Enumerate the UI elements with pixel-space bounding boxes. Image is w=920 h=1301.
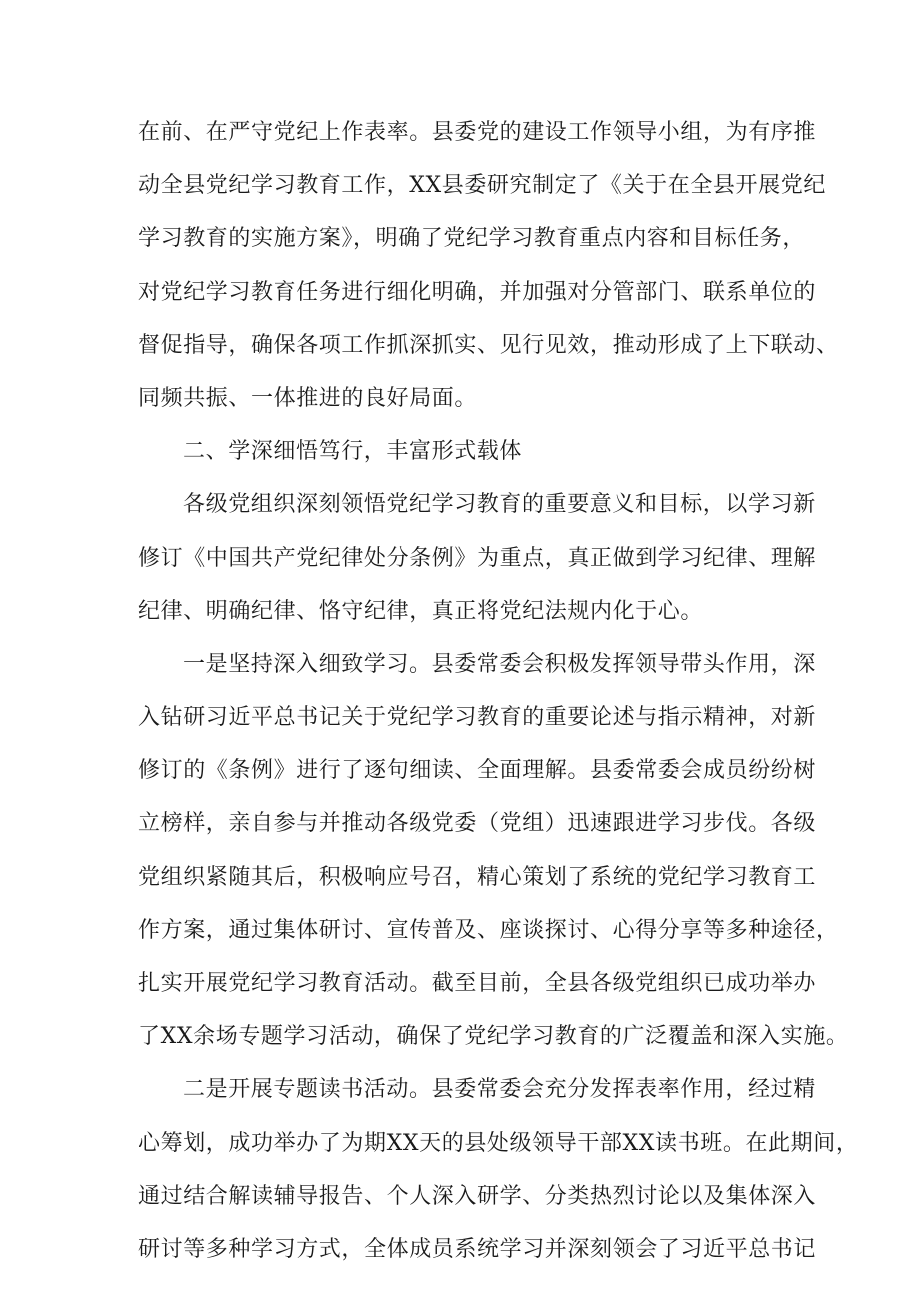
text-line: 研讨等多种学习方式，全体成员系统学习并深刻领会了习近平总书记 [138,1236,817,1262]
text-line: 修订《中国共产党纪律处分条例》为重点，真正做到学习纪律、理解 [138,545,817,571]
text-line: 通过结合解读辅导报告、个人深入研学、分类热烈讨论以及集体深入 [138,1183,817,1209]
text-line: 纪律、明确纪律、恪守纪律，真正将党纪法规内化于心。 [138,598,704,624]
text-line: 入钻研习近平总书记关于党纪学习教育的重要论述与指示精神，对新 [138,705,817,731]
text-line: 动全县党纪学习教育工作，XX县委研究制定了《关于在全县开展党纪 [138,173,826,199]
text-line: 同频共振、一体推进的良好局面。 [138,385,478,411]
text-line: 对党纪学习教育任务进行细化明确，并加强对分管部门、联系单位的 [138,279,817,305]
text-line: 了XX余场专题学习活动，确保了党纪学习教育的广泛覆盖和深入实施。 [138,1024,849,1050]
text-line: 二是开展专题读书活动。县委常委会充分发挥表率作用，经过精 [183,1077,816,1103]
text-line: 学习教育的实施方案》，明确了党纪学习教育重点内容和目标任务， [138,226,806,252]
text-line: 心筹划，成功举办了为期XX天的县处级领导干部XX读书班。在此期间， [138,1130,859,1156]
text-line: 在前、在严守党纪上作表率。县委党的建设工作领导小组，为有序推 [138,120,817,145]
text-line: 扎实开展党纪学习教育活动。截至目前，全县各级党组织已成功举办 [138,971,817,996]
text-line: 修订的《条例》进行了逐句细读、全面理解。县委常委会成员纷纷树 [138,758,817,784]
text-line: 督促指导，确保各项工作抓深抓实、见行见效，推动形成了上下联动、 [138,332,839,358]
text-line: 作方案，通过集体研讨、宣传普及、座谈探讨、心得分享等多种途径， [138,917,839,943]
document-body [138,106,859,1276]
section-heading: 二、学深细悟笃行，丰富形式载体 [183,439,523,465]
text-line: 党组织紧随其后，积极响应号召，精心策划了系统的党纪学习教育工 [138,864,817,890]
text-line: 一是坚持深入细致学习。县委常委会积极发挥领导带头作用，深 [183,651,816,677]
text-line: 立榜样，亲自参与并推动各级党委（党组）迅速跟进学习步伐。各级 [138,811,817,837]
text-line: 各级党组织深刻领悟党纪学习教育的重要意义和目标，以学习新 [183,492,816,518]
